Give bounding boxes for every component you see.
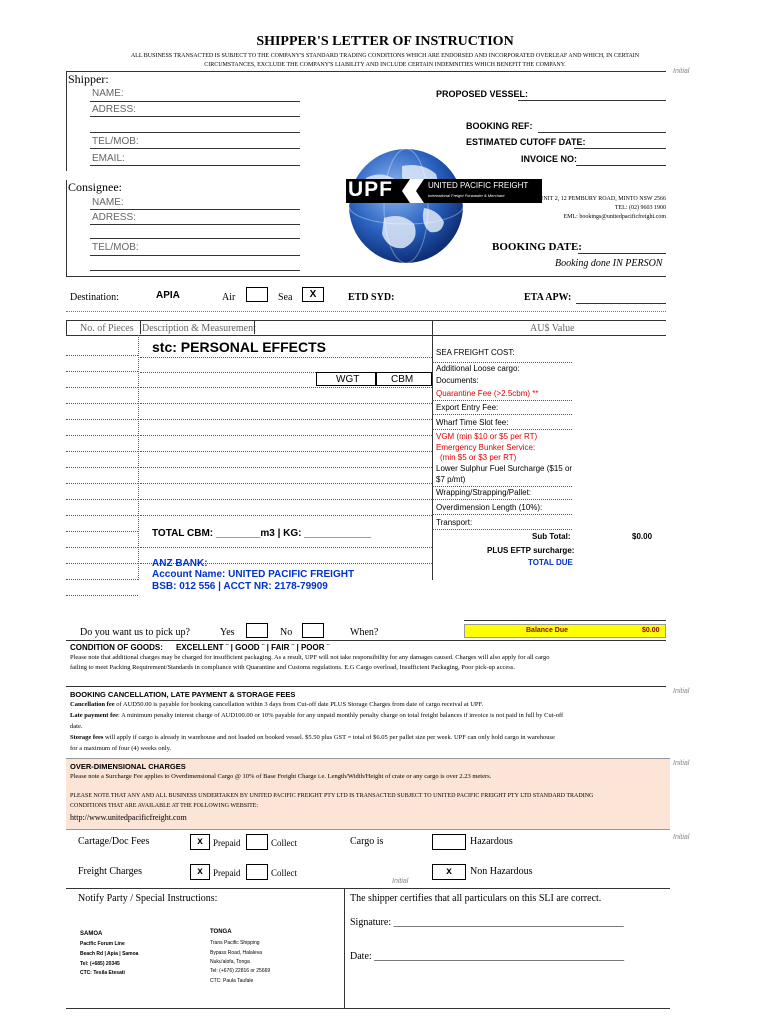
- booking-date-field[interactable]: [578, 253, 666, 254]
- consignee-name-field[interactable]: [90, 209, 300, 210]
- consignee-tel-label: TEL/MOB:: [92, 242, 139, 253]
- freight-charges-label: Freight Charges: [78, 866, 142, 877]
- booking-ref-field[interactable]: [538, 132, 666, 133]
- air-label: Air: [222, 292, 236, 303]
- shipper-address-field[interactable]: [90, 116, 300, 117]
- booking-ref-label: BOOKING REF:: [466, 121, 533, 131]
- cutoff-date-field[interactable]: [574, 148, 666, 149]
- air-checkbox[interactable]: [246, 287, 268, 302]
- export-entry-label: Export Entry Fee:: [436, 403, 499, 412]
- quarantine-label: Quarantine Fee (>2.5cbm) **: [436, 389, 539, 398]
- bank-bsb-acct: BSB: 012 556 | ACCT NR: 2178-79909: [152, 581, 328, 592]
- tonga-line-5: CTC: Paula Taufale: [210, 978, 254, 984]
- cbm-label: CBM: [391, 374, 414, 385]
- booking-done-text: Booking done IN PERSON: [555, 258, 663, 269]
- storage-fee-text-2: for a maximum of four (4) weeks only.: [70, 745, 172, 752]
- samoa-line-4: CTC: Tesila Etesati: [80, 970, 125, 976]
- condition-note-2: failing to meet Packing Requirement/Standards in compliance with Quarantine and Customs regulations. E.G Cargo overload, Insufficient Packaging, Poor pick-up access.: [70, 664, 515, 671]
- shipper-tel-label: TEL/MOB:: [92, 136, 139, 147]
- pickup-yes-checkbox[interactable]: [246, 623, 268, 638]
- company-address: UNIT 2, 12 PEMBURY ROAD, MINTO NSW 2566: [539, 196, 666, 202]
- shipper-email-field[interactable]: [90, 165, 300, 166]
- proposed-vessel-field[interactable]: [518, 100, 666, 101]
- company-email: EML: bookings@unitedpacificfreight.com: [563, 214, 666, 220]
- consignee-name-label: NAME:: [92, 197, 124, 208]
- bank-account-name: Account Name: UNITED PACIFIC FREIGHT: [152, 569, 355, 580]
- pickup-question: Do you want us to pick up?: [80, 627, 190, 638]
- initial-label-3: Initial: [673, 760, 690, 767]
- consignee-heading: Consignee:: [68, 180, 122, 194]
- samoa-line-1: Pacific Forum Line: [80, 941, 125, 947]
- cartage-label: Cartage/Doc Fees: [78, 836, 150, 847]
- pickup-no-label: No: [280, 627, 293, 638]
- notify-party-label: Notify Party / Special Instructions:: [78, 893, 218, 904]
- pickup-yes-label: Yes: [220, 627, 235, 638]
- freight-prepaid-label: Prepaid: [213, 868, 241, 878]
- signature-field[interactable]: Signature: ______________________________________________: [350, 917, 624, 928]
- tonga-line-1: Trans Pacific Shipping: [210, 940, 260, 946]
- consignee-address-field[interactable]: [90, 224, 300, 225]
- consignee-address-label: ADRESS:: [92, 212, 136, 223]
- logo-tagline: International Freight Forwarder & Merchant: [428, 193, 505, 198]
- terms-notice-2: CONDITIONS THAT ARE AVAILABLE AT THE FOLLOWING WEBSITE:: [70, 803, 259, 809]
- tonga-line-3: Nuku'alofa, Tonga: [210, 959, 250, 965]
- non-hazardous-checkbox[interactable]: x: [432, 864, 466, 880]
- col-no-of-pieces: No. of Pieces: [80, 323, 134, 334]
- condition-options[interactable]: EXCELLENT ¨ | GOOD ¨ | FAIR ¨ | POOR ¨: [176, 643, 330, 652]
- condition-note-1: Please note that additional charges may be charged for insufficient packaging. As a result, UPF will not take responsibility for any damages caused. Charges will also apply for all cargo: [70, 654, 550, 661]
- balance-due-value: $0.00: [642, 627, 660, 634]
- cancellation-heading: BOOKING CANCELLATION, LATE PAYMENT & STORAGE FEES: [70, 690, 296, 699]
- invoice-no-field[interactable]: [576, 165, 666, 166]
- tonga-line-2: Bypass Road, Halaleva: [210, 950, 262, 956]
- cancellation-fee-text: Cancellation fee of AUD50.00 is payable for booking cancellation within 3 days from Cut-off date PLUS Storage Charges from date of cargo receival at UPF.: [70, 701, 484, 708]
- cartage-collect-checkbox[interactable]: [246, 834, 268, 850]
- shipper-tel-field[interactable]: [90, 148, 300, 149]
- etd-label: ETD SYD:: [348, 292, 395, 303]
- loose-cargo-label: Additional Loose cargo:: [436, 364, 520, 373]
- destination-value[interactable]: APIA: [156, 290, 180, 301]
- initial-label-4: Initial: [673, 834, 690, 841]
- sulphur-label-2: $7 p/mt): [436, 475, 466, 484]
- cutoff-date-label: ESTIMATED CUTOFF DATE:: [466, 137, 586, 147]
- samoa-line-2: Beach Rd | Apia | Samoa: [80, 951, 139, 957]
- shipper-name-label: NAME:: [92, 88, 124, 99]
- transport-label: Transport:: [436, 518, 473, 527]
- bunker-label-1: Emergency Bunker Service:: [436, 443, 536, 452]
- tonga-heading: TONGA: [210, 929, 232, 935]
- consignee-tel-field[interactable]: [90, 255, 300, 256]
- booking-date-label: BOOKING DATE:: [492, 241, 582, 253]
- initial-label-5: Initial: [392, 878, 409, 885]
- cargo-description[interactable]: stc: PERSONAL EFFECTS: [152, 339, 326, 355]
- cartage-prepaid-label: Prepaid: [213, 838, 241, 848]
- total-due-label: TOTAL DUE: [528, 558, 573, 567]
- shipper-address-field-2[interactable]: [90, 132, 300, 133]
- consignee-extra-field[interactable]: [90, 270, 300, 271]
- tonga-line-4: Tel: (+676) 22816 or 25669: [210, 968, 271, 974]
- wgt-label: WGT: [336, 374, 360, 385]
- col-description: Description & Measurement: [142, 323, 256, 334]
- company-tel: TEL: (02) 9603 1900: [614, 205, 666, 211]
- cartage-prepaid-checkbox[interactable]: x: [190, 834, 210, 850]
- destination-label: Destination:: [70, 292, 119, 303]
- hazardous-label: Hazardous: [470, 836, 513, 847]
- date-field[interactable]: Date: __________________________________________________: [350, 951, 625, 962]
- page-title: SHIPPER'S LETTER OF INSTRUCTION: [256, 34, 514, 49]
- shipper-heading: Shipper:: [68, 72, 109, 86]
- disclaimer-line-2: CIRCUMSTANCES, EXCLUDE THE COMPANY'S LIABILITY AND INCLUDE CERTAIN INDEMNITIES WHICH BENEFIT THE COMPANY.: [204, 62, 566, 68]
- eftp-label: PLUS EFTP surcharge:: [487, 546, 575, 555]
- bank-name: ANZ BANK:: [152, 558, 208, 569]
- samoa-line-3: Tel: (+685) 20345: [80, 961, 120, 967]
- overdimension-label: Overdimension Length (10%):: [436, 503, 543, 512]
- subtotal-value: $0.00: [632, 532, 653, 541]
- col-au-value: AU$ Value: [530, 323, 575, 334]
- sea-checkbox[interactable]: X: [302, 287, 324, 302]
- shipper-email-label: EMAIL:: [92, 153, 125, 164]
- late-payment-text: Late payment fee: A minimum penalty interest charge of AUD100.00 or 10% payable for any unpaid monthly penalty charge on total freight balances if invoice is not paid in full by Cut-off: [70, 712, 564, 719]
- initial-label-2: Initial: [673, 688, 690, 695]
- subtotal-label: Sub Total:: [532, 532, 571, 541]
- logo-acronym: UPF: [348, 178, 393, 201]
- cargo-is-label: Cargo is: [350, 836, 384, 847]
- shipper-address-label: ADRESS:: [92, 104, 136, 115]
- cartage-collect-label: Collect: [271, 838, 297, 848]
- bunker-label-2: (min $5 or $3 per RT): [440, 453, 517, 462]
- eta-label: ETA APW:: [524, 292, 572, 303]
- sea-freight-label: SEA FREIGHT COST:: [436, 348, 515, 357]
- sulphur-label-1: Lower Sulphur Fuel Surcharge ($15 or: [436, 464, 573, 473]
- documents-label: Documents:: [436, 376, 479, 385]
- invoice-no-label: INVOICE NO:: [521, 154, 578, 164]
- logo-name: UNITED PACIFIC FREIGHT: [428, 181, 529, 190]
- initial-label-1: Initial: [673, 68, 690, 75]
- overdim-text: Please note a Surcharge Fee applies to Overdimensional Cargo @ 10% of Base Freight Charge i.e. Length/Width/Height of crate or any cargo is over 2.23 meters.: [70, 773, 492, 780]
- samoa-heading: SAMOA: [80, 931, 103, 937]
- condition-label: CONDITION OF GOODS:: [70, 643, 163, 652]
- freight-collect-checkbox[interactable]: [246, 864, 268, 880]
- storage-fee-text: Storage fees will apply if cargo is already in warehouse and not loaded on booked vessel. $5.50 plus GST = total of $6.05 per pallet size per week. UPF can only hold cargo in warehouse: [70, 734, 555, 741]
- pickup-no-checkbox[interactable]: [302, 623, 324, 638]
- eta-field[interactable]: [576, 303, 666, 304]
- proposed-vessel-label: PROPOSED VESSEL:: [436, 89, 529, 99]
- freight-prepaid-checkbox[interactable]: x: [190, 864, 210, 880]
- sea-label: Sea: [278, 292, 293, 303]
- wharf-label: Wharf Time Slot fee:: [436, 418, 509, 427]
- terms-website-link[interactable]: http://www.unitedpacificfreight.com: [70, 813, 187, 822]
- pickup-when-label: When?: [350, 627, 379, 638]
- non-hazardous-label: Non Hazardous: [470, 866, 533, 877]
- overdim-heading: OVER-DIMENSIONAL CHARGES: [70, 762, 186, 771]
- consignee-address-field-2[interactable]: [90, 238, 300, 239]
- freight-collect-label: Collect: [271, 868, 297, 878]
- terms-notice-1: PLEASE NOTE THAT ANY AND ALL BUSINESS UNDERTAKEN BY UNITED PACIFIC FREIGHT PTY LTD IS TRANSACTED SUBJECT TO UNITED PACIFIC FREIGHT PTY LTD STANDARD TRADING: [70, 793, 594, 799]
- wrapping-label: Wrapping/Strapping/Pallet:: [436, 488, 532, 497]
- total-cbm-kg-line[interactable]: TOTAL CBM: ________m3 | KG: ____________: [152, 528, 372, 539]
- certify-text: The shipper certifies that all particulars on this SLI are correct.: [350, 893, 602, 904]
- hazardous-checkbox[interactable]: [432, 834, 466, 850]
- late-payment-text-2: date.: [70, 723, 83, 730]
- vgm-label: VGM (min $10 or $5 per RT): [436, 432, 538, 441]
- balance-due-label: Balance Due: [526, 627, 569, 634]
- shipper-name-field[interactable]: [90, 101, 300, 102]
- disclaimer-line-1: ALL BUSINESS TRANSACTED IS SUBJECT TO THE COMPANY'S STANDARD TRADING CONDITIONS WHICH ARE ENDORSED AND INCORPORATED OVERLEAF AND WHICH, IN CERTAIN: [130, 53, 640, 59]
